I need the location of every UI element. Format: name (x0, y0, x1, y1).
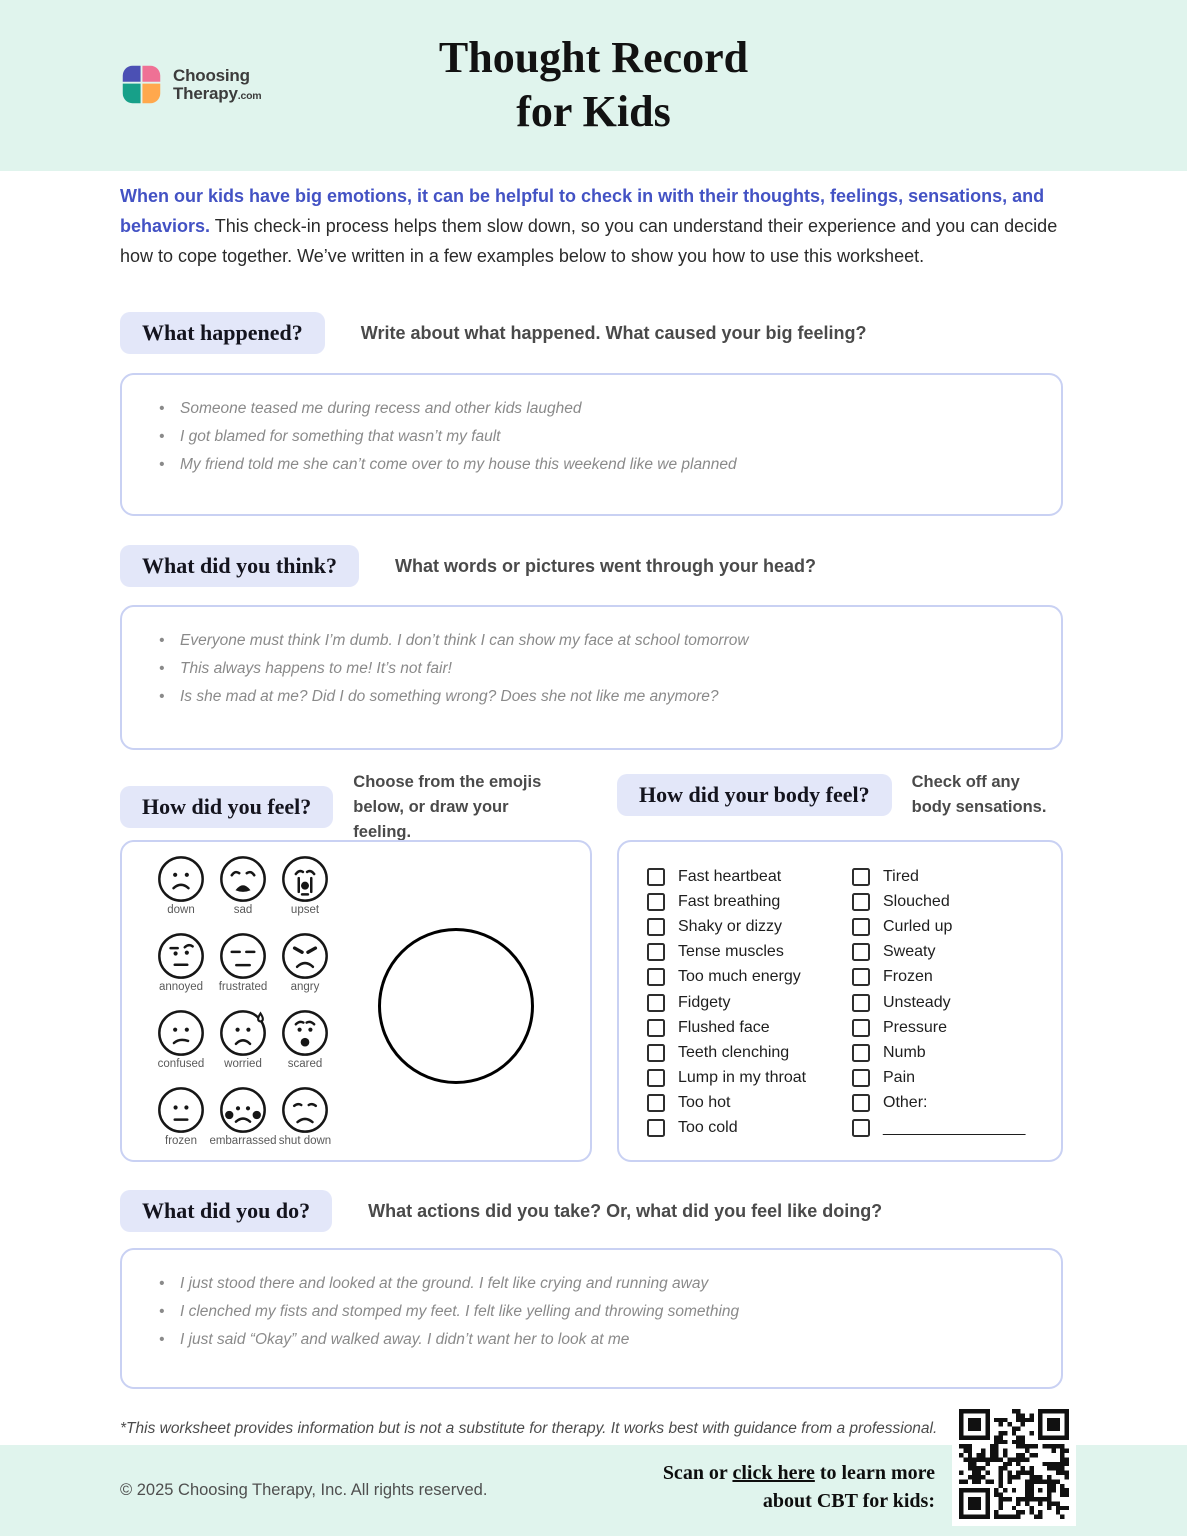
checkbox-too-cold[interactable] (647, 1119, 665, 1137)
angry-face-icon (280, 931, 330, 981)
checkbox-shaky-or-dizzy[interactable] (647, 918, 665, 936)
checkbox-label-pain: Pain (883, 1069, 916, 1087)
intro-paragraph (120, 181, 1067, 271)
body-sensation-row-too-hot (647, 1091, 806, 1116)
embarrassed-face-icon (218, 1085, 268, 1135)
checkbox-label-too-hot: Too hot (678, 1094, 731, 1112)
annoyed-face-icon (156, 931, 206, 981)
page-title (0, 31, 1187, 138)
body-sensations-column-2 (852, 864, 1025, 1141)
what-did-you-do-examples (122, 1250, 1061, 1349)
example-bullet: • I clenched my fists and stomped my feet. I felt like yelling and throwing something (180, 1302, 1021, 1321)
body-sensation-row-frozen (852, 965, 1025, 990)
emoji-annoyed[interactable] (150, 931, 212, 1008)
checkbox-label-blank: ________________ (883, 1119, 1026, 1137)
checkbox-label-sweaty: Sweaty (883, 943, 936, 961)
checkbox-label-too-much-energy: Too much energy (678, 968, 801, 986)
click-here-link[interactable]: click here (732, 1462, 815, 1484)
checkbox-pain[interactable] (852, 1069, 870, 1087)
example-bullet: • I just stood there and looked at the ground. I felt like crying and running away (180, 1274, 1021, 1293)
checkbox-label-frozen: Frozen (883, 968, 933, 986)
intro-highlight: When our kids have big emotions, it can be helpful to check in with their thoughts, feelings, sensations, and behaviors. (120, 186, 1045, 237)
emoji-down[interactable] (150, 854, 212, 931)
checkbox-fast-breathing[interactable] (647, 893, 665, 911)
what-did-you-do-box[interactable] (120, 1248, 1063, 1389)
what-happened-examples (122, 375, 1061, 474)
emoji-label-annoyed: annoyed (158, 981, 204, 993)
what-did-you-do-subtitle: What actions did you take? Or, what did you feel like doing? (368, 1200, 883, 1221)
checkbox-tired[interactable] (852, 868, 870, 886)
body-sensations-column-1 (647, 864, 806, 1141)
emoji-shut-down[interactable] (274, 1085, 336, 1162)
emoji-label-worried: worried (224, 1058, 262, 1070)
checkbox-pressure[interactable] (852, 1019, 870, 1037)
body-sensation-row-curled-up (852, 914, 1025, 939)
checkbox-label-fast-breathing: Fast breathing (678, 892, 781, 910)
checkbox-label-tired: Tired (883, 867, 919, 885)
body-sensation-row-too-cold (647, 1116, 806, 1141)
emoji-worried[interactable] (212, 1008, 274, 1085)
body-sensation-row-other (852, 1091, 1025, 1116)
logo-line1: Choosing (173, 65, 250, 85)
emoji-grid (150, 854, 336, 1162)
checkbox-flushed-face[interactable] (647, 1019, 665, 1037)
body-sensation-row-sweaty (852, 940, 1025, 965)
emoji-scared[interactable] (274, 1008, 336, 1085)
checkbox-label-lump-in-my-throat: Lump in my throat (678, 1069, 807, 1087)
checkbox-frozen[interactable] (852, 968, 870, 986)
draw-your-feeling-circle[interactable] (378, 928, 534, 1084)
checkbox-sweaty[interactable] (852, 943, 870, 961)
body-sensation-row-shaky-or-dizzy (647, 914, 806, 939)
frozen-face-icon (156, 1085, 206, 1135)
checkbox-too-hot[interactable] (647, 1094, 665, 1112)
example-bullet: • This always happens to me! It’s not fair! (180, 659, 1021, 678)
body-sensation-row-unsteady (852, 990, 1025, 1015)
example-bullet: • Is she mad at me? Did I do something wrong? Does she not like me anymore? (180, 687, 1021, 706)
checkbox-label-shaky-or-dizzy: Shaky or dizzy (678, 917, 783, 935)
logo-com-suffix: .com (237, 89, 262, 102)
checkbox-slouched[interactable] (852, 893, 870, 911)
upset-face-icon (280, 854, 330, 904)
checkbox-label-teeth-clenching: Teeth clenching (678, 1043, 790, 1061)
section-head-how-did-your-body-feel (617, 770, 1052, 820)
checkbox-label-too-cold: Too cold (678, 1119, 738, 1137)
how-did-you-feel-hint: Choose from the emojis below, or draw your feeling. (353, 773, 542, 841)
checkbox-blank[interactable] (852, 1119, 870, 1137)
intro-body: This check-in process helps them slow down, so you can understand their experience and you can decide how to cope together. We’ve written in a few examples below to show you how to use this worksheet. (120, 216, 1058, 267)
how-did-you-feel-label: How did you feel? (120, 786, 333, 828)
scared-face-icon (280, 1008, 330, 1058)
example-bullet: • I got blamed for something that wasn’t my fault (180, 427, 1021, 446)
body-sensation-row-lump-in-my-throat (647, 1066, 806, 1091)
body-sensation-row-fast-heartbeat (647, 864, 806, 889)
checkbox-other[interactable] (852, 1094, 870, 1112)
body-sensation-row-teeth-clenching (647, 1040, 806, 1065)
emoji-label-scared: scared (287, 1058, 323, 1070)
how-did-your-body-feel-label: How did your body feel? (617, 774, 892, 816)
emoji-embarrassed[interactable] (209, 1085, 277, 1162)
body-sensation-row-tired (852, 864, 1025, 889)
body-sensation-row-fast-breathing (647, 889, 806, 914)
worried-face-icon (218, 1008, 268, 1058)
example-bullet: • Everyone must think I’m dumb. I don’t think I can show my face at school tomorrow (180, 631, 1021, 650)
emoji-label-embarrassed: embarrassed (209, 1135, 277, 1147)
emoji-frozen[interactable] (150, 1085, 212, 1162)
what-did-you-think-box[interactable] (120, 605, 1063, 750)
emoji-label-shut-down: shut down (278, 1135, 332, 1147)
what-did-you-think-label: What did you think? (120, 545, 359, 587)
what-did-you-think-examples (122, 607, 1061, 706)
checkbox-label-flushed-face: Flushed face (678, 1018, 770, 1036)
copyright-text: © 2025 Choosing Therapy, Inc. All rights reserved. (120, 1481, 488, 1499)
qr-code-image (959, 1409, 1069, 1519)
scan-cta (663, 1459, 935, 1515)
emoji-label-angry: angry (290, 981, 320, 993)
scan-cta-line1: Scan or click here to learn more (662, 1462, 935, 1484)
body-sensation-row-tense-muscles (647, 940, 806, 965)
body-sensation-row-flushed-face (647, 1015, 806, 1040)
checkbox-label-fast-heartbeat: Fast heartbeat (678, 867, 782, 885)
body-sensation-row-numb (852, 1040, 1025, 1065)
disclaimer-text: *This worksheet provides information but is not a substitute for therapy. It works best with guidance from a professional. (120, 1420, 938, 1437)
example-bullet: • I just said “Okay” and walked away. I didn’t want her to look at me (180, 1330, 1021, 1349)
checkbox-numb[interactable] (852, 1044, 870, 1062)
emoji-label-down: down (167, 904, 195, 916)
checkbox-label-other: Other: (883, 1094, 928, 1112)
scan-cta-line2: about CBT for kids: (762, 1490, 935, 1512)
page-title-line2: for Kids (516, 86, 671, 136)
checkbox-curled-up[interactable] (852, 918, 870, 936)
checkbox-label-slouched: Slouched (883, 892, 950, 910)
section-head-what-did-you-do (120, 1190, 882, 1232)
emoji-frustrated[interactable] (212, 931, 274, 1008)
example-bullet: • Someone teased me during recess and other kids laughed (180, 399, 1021, 418)
checkbox-tense-muscles[interactable] (647, 943, 665, 961)
what-happened-box[interactable] (120, 373, 1063, 516)
body-sensation-row-pressure (852, 1015, 1025, 1040)
emoji-sad[interactable] (212, 854, 274, 931)
qr-code (952, 1402, 1076, 1526)
section-head-what-did-you-think (120, 545, 816, 587)
checkbox-label-curled-up: Curled up (883, 917, 953, 935)
checkbox-unsteady[interactable] (852, 994, 870, 1012)
checkbox-teeth-clenching[interactable] (647, 1044, 665, 1062)
checkbox-lump-in-my-throat[interactable] (647, 1069, 665, 1087)
body-sensation-row-blank (852, 1116, 1025, 1141)
shut-down-face-icon (280, 1085, 330, 1135)
body-sensation-row-fidgety (647, 990, 806, 1015)
checkbox-label-tense-muscles: Tense muscles (678, 943, 784, 961)
sad-face-icon (218, 854, 268, 904)
emoji-label-frozen: frozen (165, 1135, 197, 1147)
body-sensation-row-too-much-energy (647, 965, 806, 990)
frustrated-face-icon (218, 931, 268, 981)
emoji-confused[interactable] (150, 1008, 212, 1085)
emoji-upset[interactable] (274, 854, 336, 931)
checkbox-label-pressure: Pressure (883, 1018, 948, 1036)
body-sensation-row-slouched (852, 889, 1025, 914)
confused-face-icon (156, 1008, 206, 1058)
down-face-icon (156, 854, 206, 904)
section-head-what-happened (120, 312, 867, 354)
how-did-your-body-feel-hint: Check off any body sensations. (911, 773, 1047, 816)
logo-line2: Therapy.com (173, 83, 262, 103)
checkbox-label-fidgety: Fidgety (678, 993, 731, 1011)
checkbox-too-much-energy[interactable] (647, 968, 665, 986)
checkbox-label-numb: Numb (883, 1043, 926, 1061)
emoji-label-confused: confused (157, 1058, 205, 1070)
checkbox-fidgety[interactable] (647, 994, 665, 1012)
checkbox-fast-heartbeat[interactable] (647, 868, 665, 886)
what-did-you-do-label: What did you do? (120, 1190, 332, 1232)
example-bullet: • My friend told me she can’t come over to my house this weekend like we planned (180, 455, 1021, 474)
body-sensations-box (617, 840, 1063, 1162)
emoji-angry[interactable] (274, 931, 336, 1008)
emoji-label-frustrated: frustrated (218, 981, 268, 993)
what-happened-subtitle: Write about what happened. What caused your big feeling? (360, 322, 867, 343)
checkbox-label-unsteady: Unsteady (883, 993, 951, 1011)
what-happened-label: What happened? (120, 312, 325, 354)
feelings-emoji-box (120, 840, 592, 1162)
what-did-you-think-subtitle: What words or pictures went through your head? (395, 555, 817, 576)
section-head-how-did-you-feel (120, 770, 558, 844)
body-sensation-row-pain (852, 1066, 1025, 1091)
page-title-line1: Thought Record (438, 33, 749, 82)
emoji-label-upset: upset (290, 904, 320, 916)
emoji-label-sad: sad (233, 904, 253, 916)
